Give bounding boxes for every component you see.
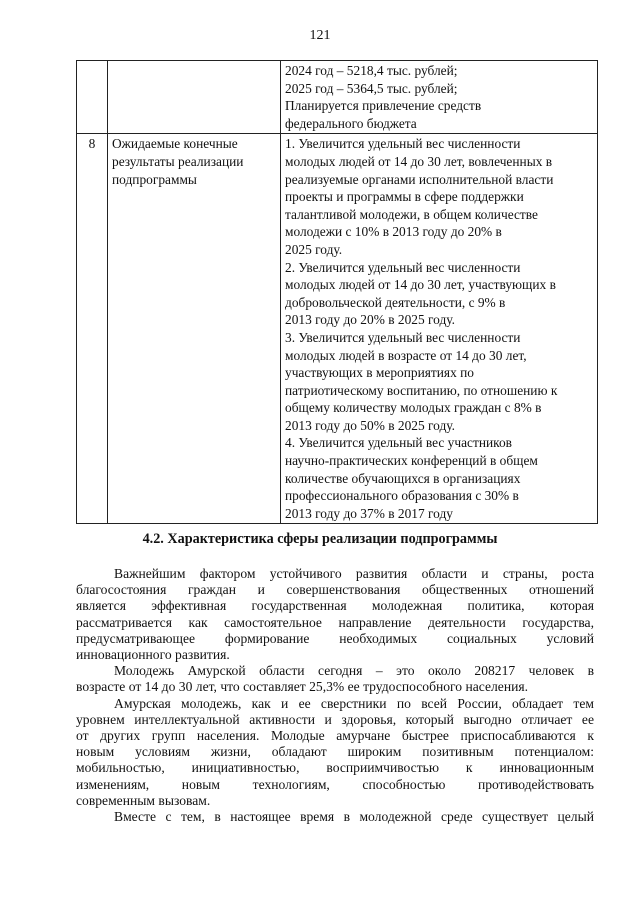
table-text-line: талантливой молодежи, в общем количестве bbox=[285, 206, 538, 222]
funding-continued-cell bbox=[281, 61, 598, 134]
table-text-line: федерального бюджета bbox=[285, 115, 417, 131]
row-name-line: Ожидаемые конечные bbox=[112, 136, 238, 152]
subprogram-passport-table bbox=[76, 60, 598, 524]
table-text-line: молодых людей в возрасте от 14 до 30 лет, bbox=[285, 347, 527, 363]
paragraph-line: Амурская молодежь, как и ее сверстники по всей России, обладает тем bbox=[114, 695, 594, 711]
table-row-8 bbox=[77, 134, 598, 524]
paragraph-line: инновационного развития. bbox=[76, 647, 230, 663]
paragraph-1 bbox=[76, 566, 594, 663]
table-text-line: Планируется привлечение средств bbox=[285, 98, 482, 114]
paragraph-4 bbox=[76, 809, 594, 825]
table-text-line: молодых людей от 14 до 30 лет, участвующих в bbox=[285, 277, 556, 293]
paragraph-line: предусматривающее формирование необходимых социальных условий bbox=[76, 630, 594, 646]
paragraph-3 bbox=[76, 696, 594, 809]
table-text-line: профессионального образования с 30% в bbox=[285, 488, 519, 504]
paragraph-line: Вместе с тем, в настоящее время в молодежной среде существует целый bbox=[114, 809, 594, 825]
table-text-line: общему количеству молодых граждан с 8% в bbox=[285, 400, 542, 416]
paragraph-2 bbox=[76, 663, 594, 695]
paragraph-line: является эффективная государственная молодежная политика, которая bbox=[76, 598, 594, 614]
table-text-line: 2013 году до 37% в 2017 году bbox=[285, 505, 453, 521]
table-text-line: проекты и программы в сфере поддержки bbox=[285, 189, 524, 205]
table-text-line: молодежи с 10% в 2013 году до 20% в bbox=[285, 224, 502, 240]
paragraph-line: рассматривается как самостоятельное направление деятельности государства, bbox=[76, 614, 594, 630]
section-body bbox=[76, 566, 594, 825]
table-row-continued bbox=[77, 61, 598, 134]
paragraph-line: от других групп населения. Молодые амурчане быстрее приспосабливаются к bbox=[76, 728, 594, 744]
table-text-line: молодых людей от 14 до 30 лет, вовлеченных в bbox=[285, 153, 553, 169]
table-text-line: 2013 году до 50% в 2025 году. bbox=[285, 417, 455, 433]
row-name-cell-empty bbox=[108, 61, 281, 134]
table-text-line: участвующих в мероприятиях по bbox=[285, 365, 474, 381]
paragraph-line: современным вызовам. bbox=[76, 792, 211, 808]
section-heading: 4.2. Характеристика сферы реализации подпрограммы bbox=[142, 531, 498, 547]
table-text-line: реализуемые органами исполнительной власти bbox=[285, 171, 554, 187]
paragraph-line: мобильностью, инициативностью, восприимчивостью к инновационным bbox=[76, 760, 594, 776]
table-text-line: 2024 год – 5218,4 тыс. рублей; bbox=[285, 63, 458, 78]
row-name-cell bbox=[108, 134, 281, 524]
table-text-line: 3. Увеличится удельный вес численности bbox=[285, 329, 521, 345]
paragraph-line: изменениям, новым технологиям, способностью противодействовать bbox=[76, 776, 594, 792]
table-text-line: научно-практических конференций в общем bbox=[285, 453, 538, 469]
table-text-line: добровольческой деятельности, с 9% в bbox=[285, 294, 506, 310]
row-name-line: подпрограммы bbox=[112, 171, 197, 187]
paragraph-line: благосостояния граждан и совершенствования общественных отношений bbox=[76, 582, 594, 598]
paragraph-line: новым условиям жизни, обладают широким позитивным потенциалом: bbox=[76, 744, 594, 760]
paragraph-line: Важнейшим фактором устойчивого развития области и страны, роста bbox=[114, 566, 594, 581]
table-text-line: 2025 году. bbox=[285, 241, 343, 257]
table-text-line: 2025 год – 5364,5 тыс. рублей; bbox=[285, 80, 458, 96]
table-text-line: патриотическому воспитанию, по отношению к bbox=[285, 382, 558, 398]
table-text-line: 2. Увеличится удельный вес численности bbox=[285, 259, 521, 275]
paragraph-line: уровнем интеллектуальной активности и здоровья, который выгодно отличает ее bbox=[76, 711, 594, 727]
table-text-line: 2013 году до 20% в 2025 году. bbox=[285, 312, 455, 328]
table-text-line: 4. Увеличится удельный вес участников bbox=[285, 435, 512, 451]
paragraph-line: возрасте от 14 до 30 лет, что составляет 25,3% ее трудоспособного населения. bbox=[76, 679, 529, 695]
row-name-line: результаты реализации bbox=[112, 153, 244, 169]
table-text-line: количестве обучающихся в организациях bbox=[285, 470, 521, 486]
page-number: 121 bbox=[309, 28, 331, 43]
row-number-cell: 8 bbox=[77, 134, 108, 524]
row-number-cell-empty bbox=[77, 61, 108, 134]
paragraph-line: Молодежь Амурской области сегодня – это около 208217 человек в bbox=[114, 663, 594, 679]
table-text-line: 1. Увеличится удельный вес численности bbox=[285, 136, 521, 152]
expected-results-cell bbox=[281, 134, 598, 524]
